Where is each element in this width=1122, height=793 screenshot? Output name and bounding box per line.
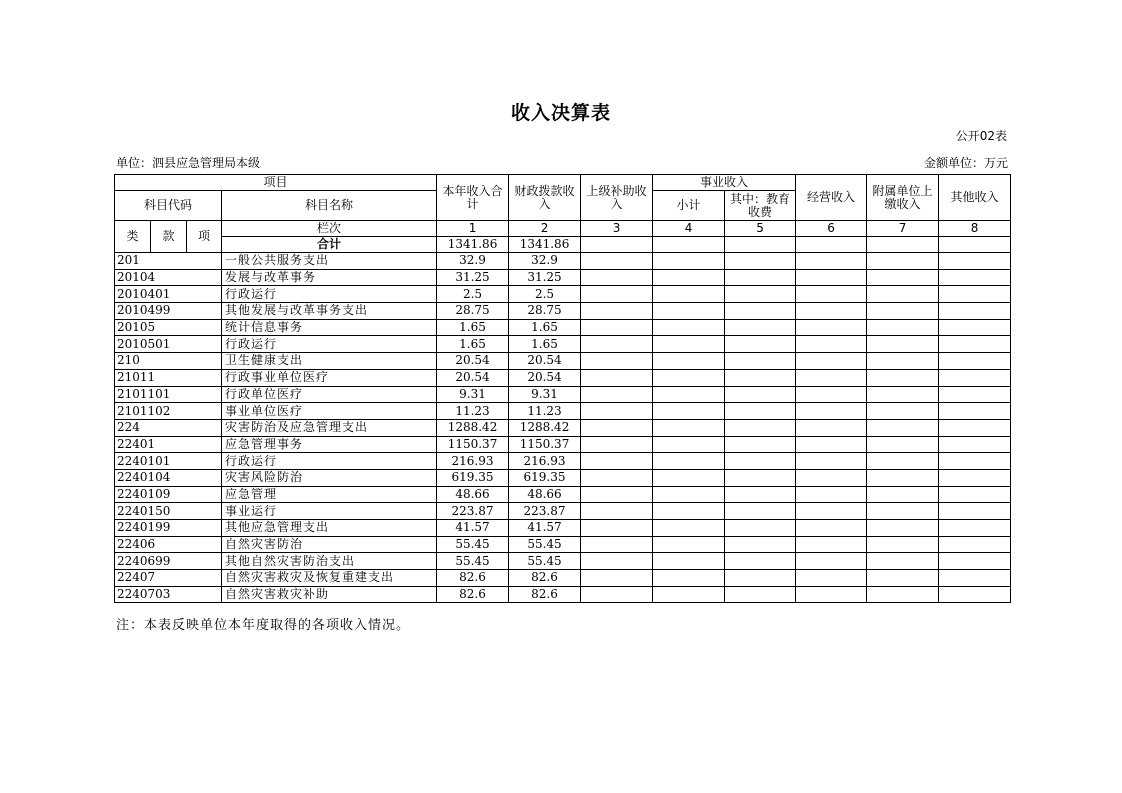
table-row (115, 503, 1011, 520)
table-row (115, 586, 1011, 603)
empty-cell (581, 336, 653, 353)
empty-cell (653, 570, 725, 587)
header-affiliated-income: 附属单位上缴收入 (867, 175, 939, 221)
total-income-cell: 48.66 (437, 486, 509, 503)
table-row (115, 353, 1011, 370)
fiscal-cell: 82.6 (509, 570, 581, 587)
empty-cell (725, 403, 796, 420)
col-num: 7 (867, 221, 939, 237)
empty-cell (581, 436, 653, 453)
total-income-cell: 31.25 (437, 269, 509, 286)
empty-cell (653, 503, 725, 520)
total-income-cell: 223.87 (437, 503, 509, 520)
total-income-cell: 20.54 (437, 353, 509, 370)
footnote: 注：本表反映单位本年度取得的各项收入情况。 (116, 618, 411, 633)
fiscal-cell: 1.65 (509, 336, 581, 353)
table-row (115, 419, 1011, 436)
subject-code: 2010501 (115, 336, 222, 353)
empty-cell (867, 536, 939, 553)
empty-cell (653, 553, 725, 570)
fiscal-cell: 32.9 (509, 253, 581, 270)
empty-cell (653, 386, 725, 403)
empty-cell (581, 319, 653, 336)
empty-cell (939, 469, 1011, 486)
subject-name: 事业单位医疗 (222, 403, 437, 420)
header-kuan: 款 (151, 221, 187, 253)
table-row (115, 486, 1011, 503)
empty-cell (653, 336, 725, 353)
empty-cell (581, 520, 653, 537)
header-education-fee: 其中：教育收费 (725, 191, 796, 221)
empty-cell (725, 503, 796, 520)
header-subtotal: 小计 (653, 191, 725, 221)
table-row (115, 303, 1011, 320)
empty-cell (939, 303, 1011, 320)
empty-cell (653, 436, 725, 453)
subject-code: 2010499 (115, 303, 222, 320)
table-row (115, 286, 1011, 303)
empty-cell (653, 403, 725, 420)
empty-cell (939, 486, 1011, 503)
empty-cell (581, 469, 653, 486)
empty-cell (939, 386, 1011, 403)
empty-cell (939, 269, 1011, 286)
subject-name: 行政事业单位医疗 (222, 369, 437, 386)
subject-code: 22407 (115, 570, 222, 587)
empty-cell (939, 286, 1011, 303)
subject-code: 2101102 (115, 403, 222, 420)
subject-name: 卫生健康支出 (222, 353, 437, 370)
total-income-cell: 216.93 (437, 453, 509, 470)
empty-cell (796, 536, 867, 553)
total-income-cell: 9.31 (437, 386, 509, 403)
table-row (115, 386, 1011, 403)
subject-name: 其他应急管理支出 (222, 520, 437, 537)
empty-cell (796, 436, 867, 453)
empty-cell (939, 253, 1011, 270)
empty-cell (725, 436, 796, 453)
subject-code: 210 (115, 353, 222, 370)
empty-cell (653, 303, 725, 320)
col-num: 6 (796, 221, 867, 237)
empty-cell (939, 369, 1011, 386)
total-income-cell: 55.45 (437, 536, 509, 553)
empty-cell (796, 369, 867, 386)
subject-name: 发展与改革事务 (222, 269, 437, 286)
empty-cell (796, 353, 867, 370)
empty-cell (867, 253, 939, 270)
table-row (115, 253, 1011, 270)
empty-cell (653, 319, 725, 336)
empty-cell (867, 319, 939, 336)
empty-cell (725, 253, 796, 270)
subject-code: 21011 (115, 369, 222, 386)
total-income-cell: 20.54 (437, 369, 509, 386)
header-fiscal: 财政拨款收入 (509, 175, 581, 221)
empty-cell (725, 553, 796, 570)
subject-name: 自然灾害救灾补助 (222, 586, 437, 603)
empty-cell (796, 486, 867, 503)
fiscal-cell: 28.75 (509, 303, 581, 320)
empty-cell (653, 286, 725, 303)
table-row (115, 369, 1011, 386)
subject-name: 自然灾害救灾及恢复重建支出 (222, 570, 437, 587)
header-xiang: 项 (187, 221, 222, 253)
empty-cell (867, 386, 939, 403)
empty-cell (653, 453, 725, 470)
subject-code: 224 (115, 419, 222, 436)
subject-name: 应急管理事务 (222, 436, 437, 453)
subject-name: 应急管理 (222, 486, 437, 503)
fiscal-cell: 9.31 (509, 386, 581, 403)
empty-cell (867, 403, 939, 420)
empty-cell (867, 303, 939, 320)
empty-cell (867, 503, 939, 520)
fiscal-cell: 1150.37 (509, 436, 581, 453)
empty-cell (725, 336, 796, 353)
form-number: 公开02表 (955, 129, 1007, 143)
header-career-income: 事业收入 (653, 175, 796, 191)
subject-code: 2240150 (115, 503, 222, 520)
empty-cell (796, 586, 867, 603)
total-row (115, 237, 1011, 253)
header-subject-code: 科目代码 (115, 191, 222, 221)
empty-cell (653, 253, 725, 270)
empty-cell (796, 286, 867, 303)
col-num: 1 (437, 221, 509, 237)
empty-cell (867, 369, 939, 386)
subject-code: 2240109 (115, 486, 222, 503)
empty-cell (939, 553, 1011, 570)
empty-cell (939, 570, 1011, 587)
empty-cell (796, 319, 867, 336)
subject-code: 22406 (115, 536, 222, 553)
empty-cell (581, 553, 653, 570)
table-row (115, 336, 1011, 353)
empty-cell (581, 253, 653, 270)
empty-cell (581, 586, 653, 603)
table-row (115, 536, 1011, 553)
empty-cell (653, 469, 725, 486)
empty-cell (867, 469, 939, 486)
col-num: 8 (939, 221, 1011, 237)
empty-cell (725, 286, 796, 303)
empty-cell (653, 369, 725, 386)
empty-cell (867, 353, 939, 370)
fiscal-cell: 31.25 (509, 269, 581, 286)
empty-cell (725, 586, 796, 603)
total-income-cell: 41.57 (437, 520, 509, 537)
empty-cell (581, 503, 653, 520)
empty-cell (867, 269, 939, 286)
table-row (115, 269, 1011, 286)
empty-cell (725, 469, 796, 486)
empty-cell (867, 553, 939, 570)
empty-cell (581, 453, 653, 470)
header-subject-name: 科目名称 (222, 191, 437, 221)
empty-cell (939, 319, 1011, 336)
subject-code: 2240199 (115, 520, 222, 537)
total-income-cell: 55.45 (437, 553, 509, 570)
empty-cell (796, 520, 867, 537)
empty-cell (867, 419, 939, 436)
fiscal-cell: 82.6 (509, 586, 581, 603)
total-income-cell: 1.65 (437, 336, 509, 353)
header-other-income: 其他收入 (939, 175, 1011, 221)
empty-cell (725, 303, 796, 320)
empty-cell (796, 336, 867, 353)
total-income-cell: 82.6 (437, 586, 509, 603)
table-row (115, 453, 1011, 470)
subject-name: 行政运行 (222, 453, 437, 470)
unit-label: 单位：泗县应急管理局本级 (116, 156, 261, 170)
table-row (115, 570, 1011, 587)
header-total-income: 本年收入合计 (437, 175, 509, 221)
empty-cell (581, 269, 653, 286)
empty-cell (939, 336, 1011, 353)
col-num: 2 (509, 221, 581, 237)
subject-name: 其他发展与改革事务支出 (222, 303, 437, 320)
fiscal-cell: 20.54 (509, 353, 581, 370)
empty-cell (939, 586, 1011, 603)
subject-code: 2010401 (115, 286, 222, 303)
subject-code: 2240104 (115, 469, 222, 486)
subject-code: 20104 (115, 269, 222, 286)
total-income-cell: 1288.42 (437, 419, 509, 436)
empty-cell (725, 520, 796, 537)
total-income-cell: 619.35 (437, 469, 509, 486)
table-row (115, 319, 1011, 336)
empty-cell (653, 269, 725, 286)
total-income-cell: 11.23 (437, 403, 509, 420)
table-row (115, 520, 1011, 537)
income-table (114, 174, 1011, 603)
empty-cell (796, 403, 867, 420)
empty-cell (796, 453, 867, 470)
fiscal-cell: 619.35 (509, 469, 581, 486)
empty-cell (939, 520, 1011, 537)
empty-cell (796, 553, 867, 570)
empty-cell (725, 369, 796, 386)
total-income-cell: 32.9 (437, 253, 509, 270)
subject-name: 自然灾害防治 (222, 536, 437, 553)
subject-code: 2240703 (115, 586, 222, 603)
subject-code: 2101101 (115, 386, 222, 403)
empty-cell (725, 570, 796, 587)
empty-cell (939, 503, 1011, 520)
empty-cell (725, 386, 796, 403)
total-income-cell: 28.75 (437, 303, 509, 320)
money-unit-label: 金额单位：万元 (923, 156, 1008, 170)
fiscal-cell: 11.23 (509, 403, 581, 420)
empty-cell (653, 536, 725, 553)
table-row (115, 553, 1011, 570)
table-row (115, 403, 1011, 420)
empty-cell (796, 269, 867, 286)
subject-code: 2240699 (115, 553, 222, 570)
empty-cell (653, 419, 725, 436)
subject-name: 灾害防治及应急管理支出 (222, 419, 437, 436)
total-income-cell: 1.65 (437, 319, 509, 336)
empty-cell (939, 353, 1011, 370)
empty-cell (939, 453, 1011, 470)
empty-cell (939, 536, 1011, 553)
fiscal-cell: 223.87 (509, 503, 581, 520)
fiscal-cell: 2.5 (509, 286, 581, 303)
fiscal-cell: 1288.42 (509, 419, 581, 436)
empty-cell (725, 486, 796, 503)
subject-code: 201 (115, 253, 222, 270)
header-column-no: 栏次 (222, 221, 437, 237)
empty-cell (867, 486, 939, 503)
col-num: 4 (653, 221, 725, 237)
table-body (115, 253, 1011, 603)
total-label: 合计 (222, 237, 437, 253)
empty-cell (581, 386, 653, 403)
header-item: 项目 (115, 175, 437, 191)
empty-cell (725, 536, 796, 553)
subject-name: 事业运行 (222, 503, 437, 520)
empty-cell (653, 486, 725, 503)
empty-cell (725, 419, 796, 436)
empty-cell (796, 469, 867, 486)
empty-cell (581, 536, 653, 553)
subject-code: 22401 (115, 436, 222, 453)
fiscal-cell: 41.57 (509, 520, 581, 537)
empty-cell (581, 570, 653, 587)
empty-cell (653, 586, 725, 603)
subject-name: 一般公共服务支出 (222, 253, 437, 270)
col-num: 5 (725, 221, 796, 237)
empty-cell (581, 353, 653, 370)
empty-cell (725, 319, 796, 336)
fiscal-cell: 55.45 (509, 553, 581, 570)
col-num: 3 (581, 221, 653, 237)
empty-cell (725, 353, 796, 370)
total-income-cell: 1150.37 (437, 436, 509, 453)
empty-cell (939, 436, 1011, 453)
empty-cell (725, 269, 796, 286)
fiscal-cell: 1.65 (509, 319, 581, 336)
empty-cell (653, 353, 725, 370)
empty-cell (796, 253, 867, 270)
header-superior-subsidy: 上级补助收入 (581, 175, 653, 221)
empty-cell (725, 453, 796, 470)
header-lei: 类 (115, 221, 151, 253)
empty-cell (867, 336, 939, 353)
empty-cell (796, 503, 867, 520)
subject-name: 其他自然灾害防治支出 (222, 553, 437, 570)
empty-cell (581, 369, 653, 386)
empty-cell (867, 436, 939, 453)
subject-code: 20105 (115, 319, 222, 336)
empty-cell (796, 570, 867, 587)
fiscal-cell: 55.45 (509, 536, 581, 553)
total-income-value: 1341.86 (437, 237, 509, 253)
empty-cell (939, 419, 1011, 436)
table-row (115, 436, 1011, 453)
empty-cell (867, 453, 939, 470)
empty-cell (796, 419, 867, 436)
total-income-cell: 82.6 (437, 570, 509, 587)
subject-name: 统计信息事务 (222, 319, 437, 336)
table-row (115, 469, 1011, 486)
empty-cell (796, 303, 867, 320)
empty-cell (581, 286, 653, 303)
empty-cell (939, 403, 1011, 420)
empty-cell (867, 586, 939, 603)
subject-name: 行政单位医疗 (222, 386, 437, 403)
subject-code: 2240101 (115, 453, 222, 470)
empty-cell (796, 386, 867, 403)
empty-cell (867, 570, 939, 587)
subject-name: 行政运行 (222, 336, 437, 353)
empty-cell (867, 520, 939, 537)
fiscal-cell: 216.93 (509, 453, 581, 470)
total-fiscal-value: 1341.86 (509, 237, 581, 253)
header-operating-income: 经营收入 (796, 175, 867, 221)
total-income-cell: 2.5 (437, 286, 509, 303)
empty-cell (581, 419, 653, 436)
empty-cell (581, 486, 653, 503)
empty-cell (581, 303, 653, 320)
subject-name: 行政运行 (222, 286, 437, 303)
empty-cell (653, 520, 725, 537)
fiscal-cell: 48.66 (509, 486, 581, 503)
subject-name: 灾害风险防治 (222, 469, 437, 486)
empty-cell (581, 403, 653, 420)
report-title: 收入决算表 (510, 102, 611, 124)
fiscal-cell: 20.54 (509, 369, 581, 386)
empty-cell (867, 286, 939, 303)
